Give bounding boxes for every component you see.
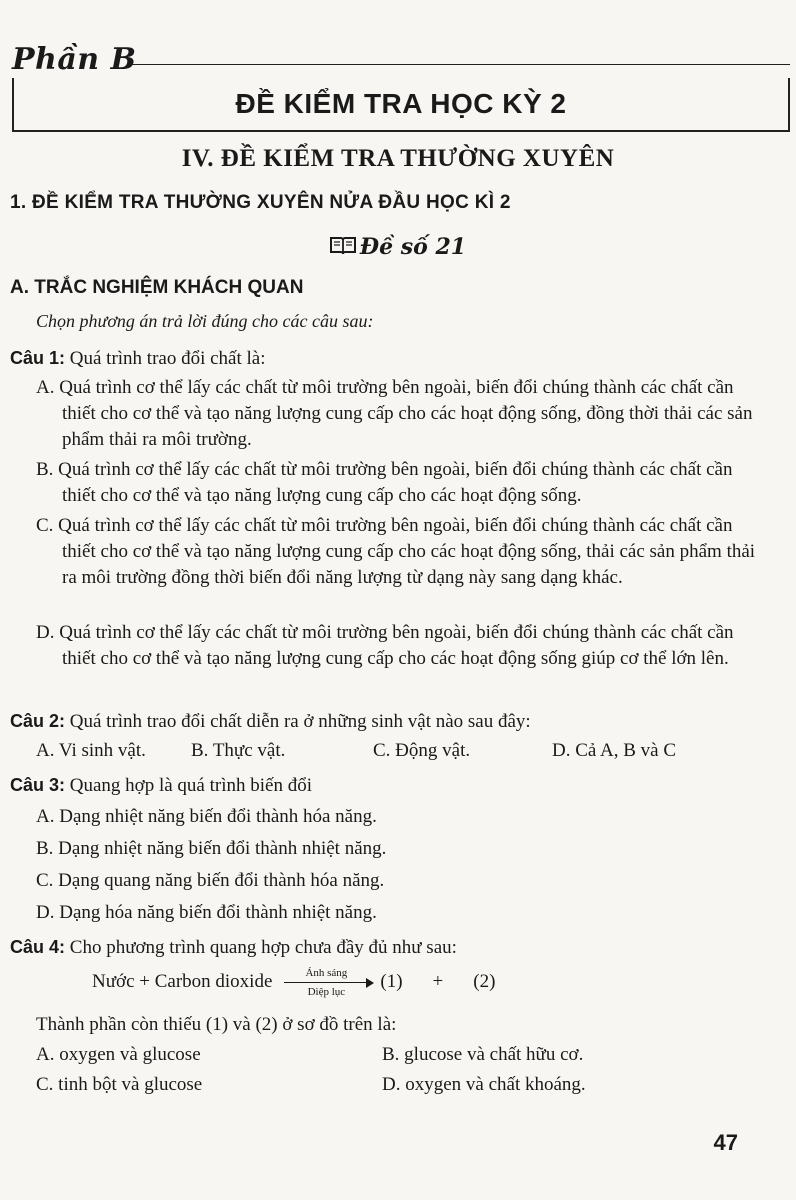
photosynthesis-equation (92, 967, 495, 997)
question-1-stem (10, 345, 266, 372)
equation-product-1: (1) (380, 971, 403, 992)
question-1-option-c: C. Quá trình cơ thể lấy các chất từ môi trường bên ngoài, biến đổi chúng thành các chất cần thiết cho cơ thể và tạo năng lượng cung cấp cho các hoạt động sống, thải các sản phẩm thải ra môi trường đồng thời biến đổi năng lượng từ dạng này sang dạng khác. (36, 515, 756, 588)
section-heading: IV. ĐỀ KIỂM TRA THƯỜNG XUYÊN (181, 145, 615, 172)
question-text: Cho phương trình quang hợp chưa đầy đủ như sau: (69, 937, 457, 958)
question-2-option-b: B. Thực vật. (191, 740, 286, 761)
question-4-option-c: C. tinh bột và glucose (36, 1074, 203, 1095)
part-a-heading: A. TRẮC NGHIỆM KHÁCH QUAN (10, 277, 304, 298)
exam-number (0, 234, 796, 261)
question-text: Quá trình trao đổi chất diễn ra ở những sinh vật nào sau đây: (69, 711, 531, 732)
page-number: 47 (713, 1130, 738, 1155)
question-label: Câu 1: (10, 348, 66, 368)
subsection-heading: 1. ĐỀ KIỂM TRA THƯỜNG XUYÊN NỬA ĐẦU HỌC KÌ 2 (10, 192, 511, 213)
question-text: Quang hợp là quá trình biến đổi (69, 775, 312, 796)
question-2-option-c: C. Động vật. (373, 740, 471, 761)
question-4-option-a: A. oxygen và glucose (36, 1044, 201, 1065)
page-title: ĐỀ KIỂM TRA HỌC KỲ 2 (235, 88, 567, 119)
question-1-option-b: B. Quá trình cơ thể lấy các chất từ môi trường bên ngoài, biến đổi chúng thành các chất cần thiết cho cơ thể và tạo năng lượng cung cấp cho các hoạt động sống. (36, 459, 733, 506)
part-rule (132, 64, 790, 65)
question-text: Quá trình trao đổi chất là: (69, 348, 266, 369)
question-label: Câu 3: (10, 775, 66, 795)
instruction: Chọn phương án trả lời đúng cho các câu sau: (36, 311, 374, 331)
question-1-option-a: A. Quá trình cơ thể lấy các chất từ môi trường bên ngoài, biến đổi chúng thành các chất cần thiết cho cơ thể và tạo năng lượng cung cấp cho các hoạt động sống, đồng thời thải các sản phẩm thải ra môi trường. (36, 377, 753, 450)
arrow-condition-top: Ánh sáng (305, 967, 348, 979)
question-2-stem (10, 708, 531, 735)
title-box (12, 78, 790, 132)
equation-product-2: (2) (473, 971, 496, 992)
question-4-option-d: D. oxygen và chất khoáng. (382, 1074, 586, 1095)
question-2-option-d: D. Cả A, B và C (552, 740, 677, 761)
question-3-stem (10, 772, 312, 799)
question-3-option-b: B. Dạng nhiệt năng biến đổi thành nhiệt năng. (36, 838, 387, 859)
question-3-option-d: D. Dạng hóa năng biến đổi thành nhiệt năng. (36, 902, 377, 923)
question-4-stem (10, 934, 457, 961)
question-label: Câu 2: (10, 711, 66, 731)
question-4-prompt: Thành phần còn thiếu (1) và (2) ở sơ đồ trên là: (36, 1014, 397, 1035)
part-label: Phần B (12, 42, 137, 77)
arrow-condition-bottom: Diệp lục (307, 986, 346, 998)
question-2-option-a: A. Vi sinh vật. (36, 740, 146, 761)
reaction-arrow (278, 967, 374, 997)
open-book-icon (330, 235, 356, 261)
question-1-option-d: D. Quá trình cơ thể lấy các chất từ môi trường bên ngoài, biến đổi chúng thành các chất cần thiết cho cơ thể và tạo năng lượng cung cấp cho các hoạt động sống giúp cơ thể lớn lên. (36, 622, 734, 669)
equation-plus: + (432, 971, 444, 992)
equation-reactants: Nước + Carbon dioxide (92, 971, 273, 992)
arrow-line (284, 982, 370, 983)
question-3-option-c: C. Dạng quang năng biến đổi thành hóa năng. (36, 870, 385, 891)
question-3-option-a: A. Dạng nhiệt năng biến đổi thành hóa năng. (36, 806, 377, 827)
question-4-option-b: B. glucose và chất hữu cơ. (382, 1044, 584, 1065)
question-label: Câu 4: (10, 937, 66, 957)
exam-number-text: Đề số 21 (359, 234, 467, 260)
